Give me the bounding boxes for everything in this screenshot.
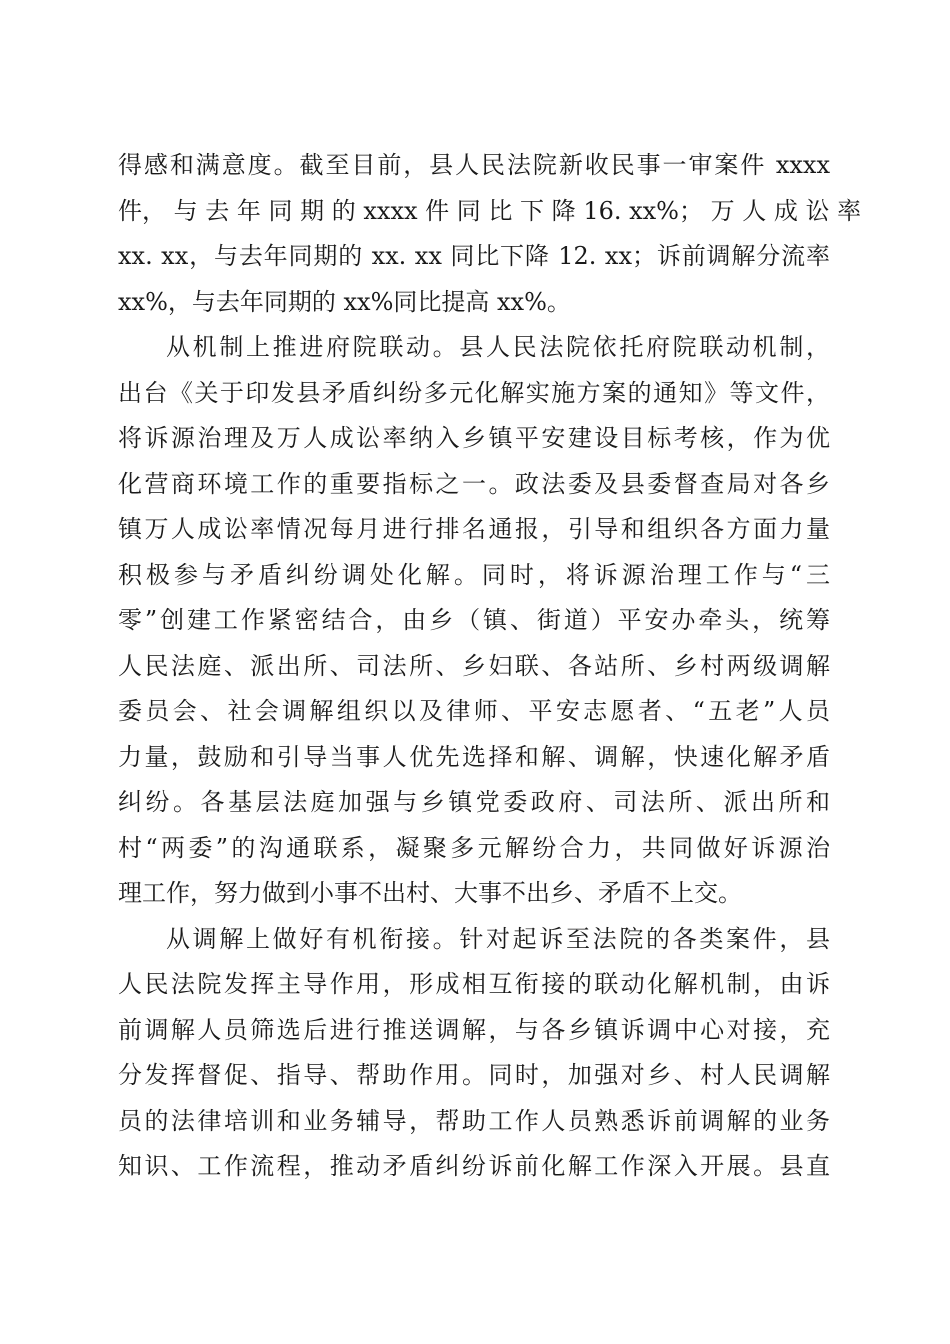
text-line: 前调解人员筛选后进行推送调解，与各乡镇诉调中心对接，充 — [118, 1015, 830, 1044]
text-line: 人民法院发挥主导作用，形成相互衔接的联动化解机制，由诉 — [118, 970, 830, 998]
text-line: 零”创建工作紧密结合，由乡（镇、街道）平安办牵头，统筹 — [118, 606, 830, 634]
text-line: 化营商环境工作的重要指标之一。政法委及县委督查局对各乡 — [118, 469, 830, 498]
text-line: 积极参与矛盾纠纷调处化解。同时，将诉源治理工作与“三 — [118, 560, 830, 589]
text-line: 力量，鼓励和引导当事人优先选择和解、调解，快速化解矛盾 — [118, 742, 830, 771]
document-page — [118, 143, 862, 1190]
text-line: 从调解上做好有机衔接。针对起诉至法院的各类案件，县 — [166, 924, 830, 953]
text-line: 理工作，努力做到小事不出村、大事不出乡、矛盾不上交。 — [118, 879, 742, 907]
paragraph-1 — [118, 143, 862, 325]
text-line: 知识、工作流程，推动矛盾纠纷诉前化解工作深入开展。县直 — [118, 1152, 830, 1180]
text-line: 镇万人成讼率情况每月进行排名通报，引导和组织各方面力量 — [118, 515, 830, 543]
text-line: 分发挥督促、指导、帮助作用。同时，加强对乡、村人民调解 — [118, 1061, 830, 1089]
paragraph-3 — [118, 917, 830, 1190]
text-line: 将诉源治理及万人成讼率纳入乡镇平安建设目标考核，作为优 — [118, 424, 830, 452]
text-line: 件， 与 去 年 同 期 的 xxxx 件 同 比 下 降 16. xx%； 万 人 成 讼 率 — [118, 196, 862, 225]
text-line: 纠纷。各基层法庭加强与乡镇党委政府、司法所、派出所和 — [118, 788, 830, 816]
paragraph-2 — [118, 325, 830, 917]
text-line: 得感和满意度。截至目前，县人民法院新收民事一审案件 xxxx — [118, 151, 830, 179]
text-line: 出台《关于印发县矛盾纠纷多元化解实施方案的通知》等文件， — [118, 378, 830, 407]
text-line: 从机制上推进府院联动。县人民法院依托府院联动机制， — [166, 333, 830, 361]
text-line: 委员会、社会调解组织以及律师、平安志愿者、“五老”人员 — [118, 697, 830, 725]
text-line: 员的法律培训和业务辅导，帮助工作人员熟悉诉前调解的业务 — [118, 1106, 830, 1135]
text-line: xx. xx，与去年同期的 xx. xx 同比下降 12. xx；诉前调解分流率 — [118, 242, 830, 270]
text-line: 村“两委”的沟通联系，凝聚多元解纷合力，共同做好诉源治 — [118, 833, 830, 862]
text-line: 人民法庭、派出所、司法所、乡妇联、各站所、乡村两级调解 — [118, 651, 830, 680]
text-line: xx%，与去年同期的 xx%同比提高 xx%。 — [118, 287, 571, 316]
